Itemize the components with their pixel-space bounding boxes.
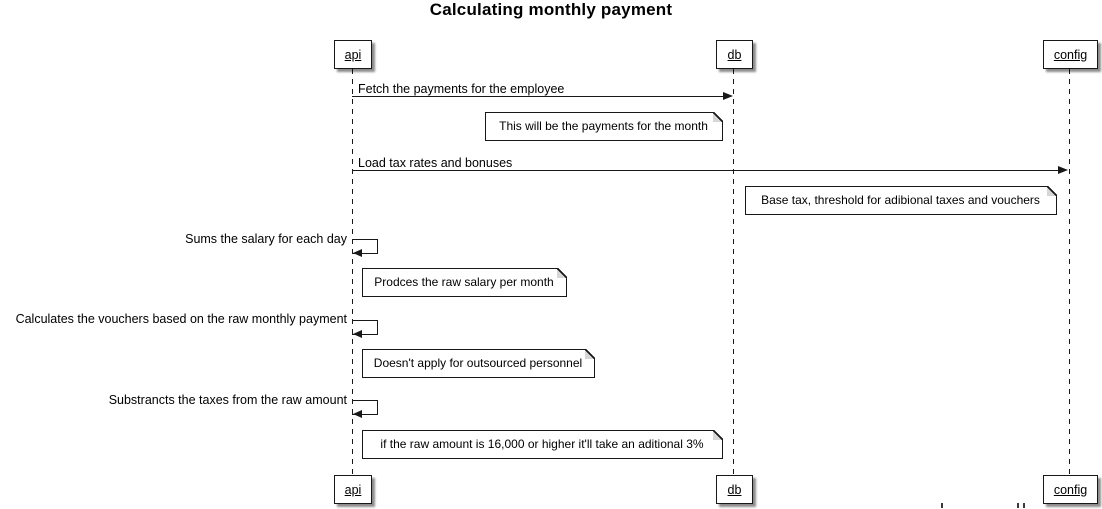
arrowhead-left-icon xyxy=(353,330,362,338)
self-message-1-label: Sums the salary for each day xyxy=(185,232,347,246)
participant-config-bottom xyxy=(1043,475,1098,504)
participant-api-top xyxy=(334,40,372,69)
clipped-text-fragment xyxy=(1023,503,1025,508)
lifeline-db xyxy=(733,69,734,475)
participant-label: db xyxy=(727,482,742,497)
message-2-line xyxy=(352,170,1059,171)
message-1-label: Fetch the payments for the employee xyxy=(358,82,565,96)
note-fold-corner-icon xyxy=(713,112,723,122)
clipped-text-fragment xyxy=(941,503,943,508)
message-1-line xyxy=(352,96,724,97)
note-5 xyxy=(362,430,723,459)
note-fold-corner-icon xyxy=(557,268,567,278)
lifeline-config xyxy=(1069,69,1070,475)
participant-label: config xyxy=(1053,482,1088,497)
participant-label: config xyxy=(1053,47,1088,62)
note-text: This will be the payments for the month xyxy=(499,119,708,133)
arrowhead-left-icon xyxy=(353,249,362,257)
note-fold-corner-icon xyxy=(585,349,595,359)
participant-db-top xyxy=(716,40,753,69)
note-fold-corner-icon xyxy=(1047,186,1057,196)
diagram-title: Calculating monthly payment xyxy=(429,0,673,19)
note-4 xyxy=(362,349,595,378)
arrowhead-right-icon xyxy=(723,92,733,100)
note-1 xyxy=(485,112,723,141)
participant-config-top xyxy=(1043,40,1098,69)
participant-db-bottom xyxy=(716,475,753,504)
note-3 xyxy=(362,268,567,297)
note-2 xyxy=(745,186,1057,215)
note-text: Doesn't apply for outsourced personnel xyxy=(373,356,583,370)
note-text: if the raw amount is 16,000 or higher it'll take an aditional 3% xyxy=(380,437,704,451)
participant-api-bottom xyxy=(334,475,372,504)
self-message-3-label: Substrancts the taxes from the raw amount xyxy=(108,393,347,407)
clipped-text-fragment xyxy=(1017,503,1019,508)
note-fold-corner-icon xyxy=(713,430,723,440)
participant-label: api xyxy=(344,47,362,62)
arrowhead-right-icon xyxy=(1058,166,1068,174)
participant-label: db xyxy=(727,47,742,62)
arrowhead-left-icon xyxy=(353,410,362,418)
participant-label: api xyxy=(344,482,362,497)
note-text: Base tax, threshold for adibional taxes and vouchers xyxy=(761,193,1040,207)
message-2-label: Load tax rates and bonuses xyxy=(358,156,513,170)
self-message-2-label: Calculates the vouchers based on the raw monthly payment xyxy=(15,312,347,326)
note-text: Prodces the raw salary per month xyxy=(374,275,554,289)
